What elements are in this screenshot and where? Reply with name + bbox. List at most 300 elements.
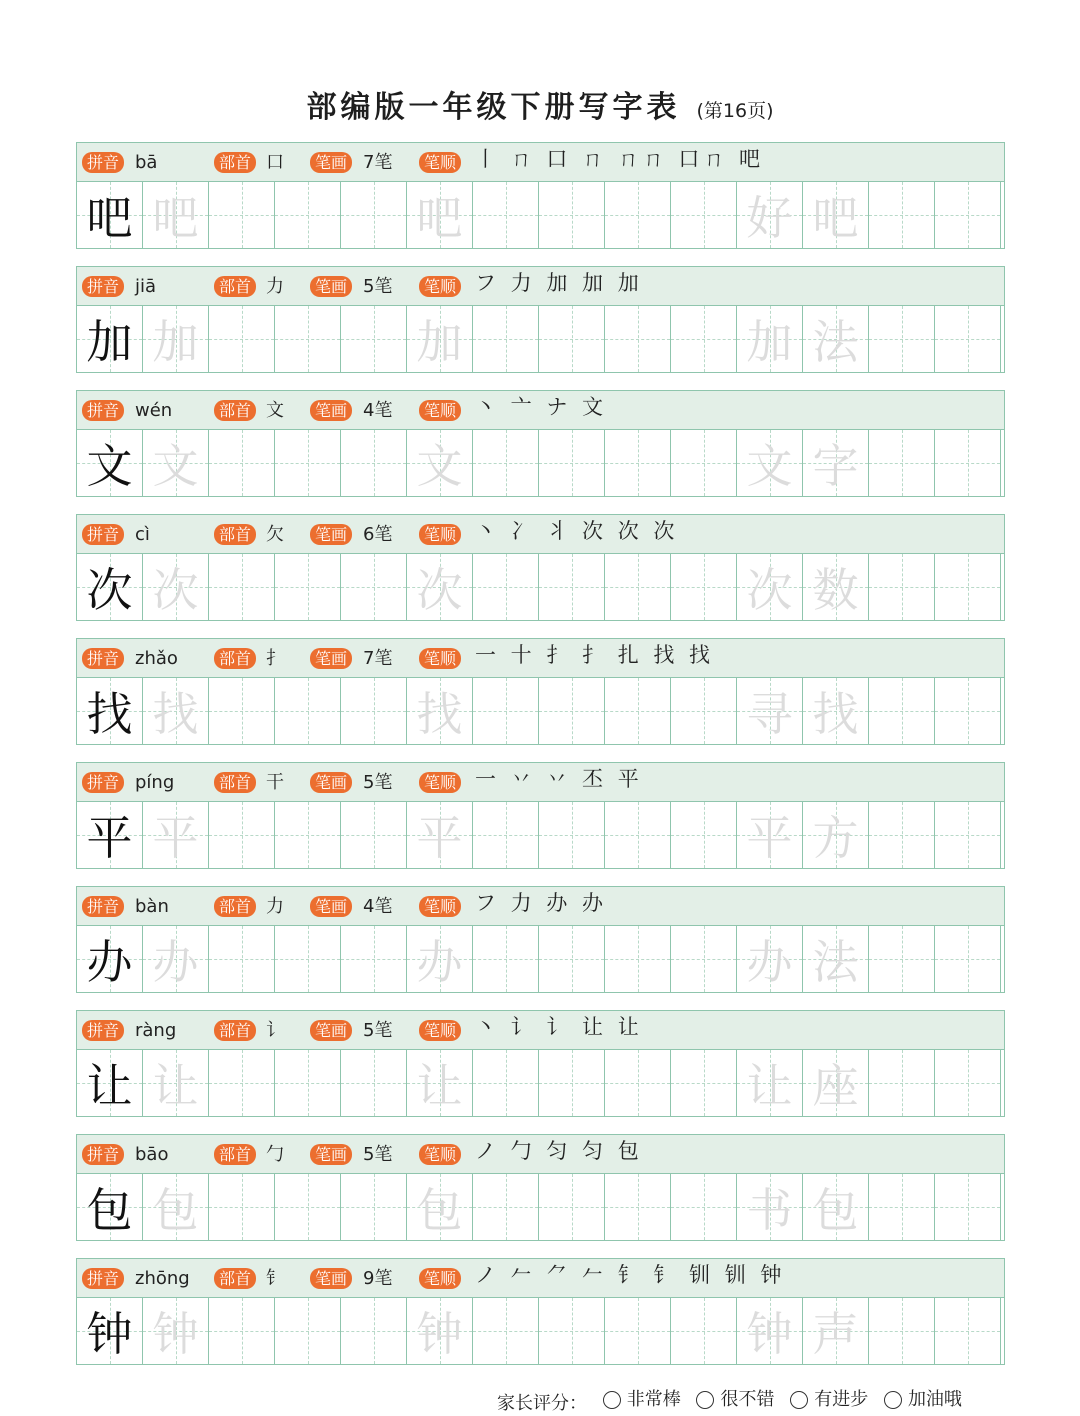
pinyin-tag: 拼音 bbox=[82, 648, 124, 669]
model-char-cell bbox=[77, 1050, 143, 1116]
rating-label: 家长评分： bbox=[497, 1393, 587, 1414]
practice-cell[interactable] bbox=[737, 430, 803, 496]
writing-grid bbox=[77, 554, 1004, 620]
practice-cell[interactable] bbox=[605, 802, 671, 868]
model-character: 文 bbox=[86, 439, 133, 493]
practice-cell[interactable] bbox=[671, 306, 737, 372]
radical-value: 钅 bbox=[266, 1268, 284, 1289]
practice-cell[interactable] bbox=[473, 1050, 539, 1116]
trace-character: 次 bbox=[416, 563, 463, 617]
practice-cell[interactable] bbox=[407, 182, 473, 248]
practice-cell[interactable] bbox=[803, 1174, 869, 1240]
practice-cell[interactable] bbox=[737, 182, 803, 248]
practice-cell[interactable] bbox=[935, 802, 1001, 868]
char-row bbox=[76, 390, 1005, 497]
radio-circle-icon[interactable] bbox=[603, 1391, 621, 1409]
rating-option-label: 加油哦 bbox=[907, 1389, 962, 1410]
strokes-tag: 笔画 bbox=[310, 772, 352, 793]
writing-grid bbox=[77, 182, 1004, 248]
practice-cell[interactable] bbox=[539, 306, 605, 372]
stroke-order-tag: 笔顺 bbox=[419, 648, 461, 669]
pinyin-value: bā bbox=[135, 152, 158, 173]
practice-cell[interactable] bbox=[737, 306, 803, 372]
practice-cell[interactable] bbox=[275, 182, 341, 248]
practice-cell[interactable] bbox=[605, 926, 671, 992]
trace-character: 加 bbox=[746, 315, 793, 369]
radio-circle-icon[interactable] bbox=[884, 1391, 902, 1409]
char-row bbox=[76, 266, 1005, 373]
practice-cell[interactable] bbox=[143, 678, 209, 744]
practice-cell[interactable] bbox=[869, 306, 935, 372]
model-char-cell bbox=[77, 926, 143, 992]
practice-cell[interactable] bbox=[341, 1050, 407, 1116]
char-row bbox=[76, 1134, 1005, 1241]
practice-cell[interactable] bbox=[605, 678, 671, 744]
practice-cell[interactable] bbox=[341, 430, 407, 496]
pinyin-value: píng bbox=[135, 772, 175, 793]
trace-character: 找 bbox=[416, 687, 463, 741]
stroke-order-value: 丨 ㄇ 口 ㄇ ㄇㄇ 口ㄇ 吧 bbox=[475, 147, 765, 171]
rating-option-2[interactable] bbox=[696, 1388, 774, 1412]
trace-character: 包 bbox=[152, 1183, 199, 1237]
practice-cell[interactable] bbox=[341, 182, 407, 248]
practice-cell[interactable] bbox=[209, 1298, 275, 1364]
pinyin-tag: 拼音 bbox=[82, 1144, 124, 1165]
practice-cell[interactable] bbox=[209, 430, 275, 496]
writing-grid bbox=[77, 306, 1004, 372]
practice-cell[interactable] bbox=[539, 182, 605, 248]
model-character: 加 bbox=[86, 315, 133, 369]
practice-cell[interactable] bbox=[539, 926, 605, 992]
practice-cell[interactable] bbox=[671, 802, 737, 868]
page-title: 部编版一年级下册写字表 bbox=[306, 90, 681, 125]
radical-value: 欠 bbox=[266, 524, 284, 545]
practice-cell[interactable] bbox=[539, 554, 605, 620]
strokes-tag: 笔画 bbox=[310, 524, 352, 545]
practice-cell[interactable] bbox=[473, 1298, 539, 1364]
practice-cell[interactable] bbox=[143, 1298, 209, 1364]
practice-cell[interactable] bbox=[209, 306, 275, 372]
practice-cell[interactable] bbox=[143, 182, 209, 248]
practice-cell[interactable] bbox=[143, 802, 209, 868]
char-info-bar bbox=[77, 639, 1004, 678]
practice-cell[interactable] bbox=[803, 1050, 869, 1116]
radical-value: 勹 bbox=[266, 1144, 284, 1165]
stroke-order-value: フ 力 办 办 bbox=[475, 891, 608, 915]
pinyin-tag: 拼音 bbox=[82, 276, 124, 297]
strokes-value: 5笔 bbox=[363, 1020, 393, 1041]
practice-cell[interactable] bbox=[935, 926, 1001, 992]
practice-cell[interactable] bbox=[935, 678, 1001, 744]
practice-cell[interactable] bbox=[143, 554, 209, 620]
practice-cell[interactable] bbox=[605, 1174, 671, 1240]
radical-tag: 部首 bbox=[214, 648, 256, 669]
practice-cell[interactable] bbox=[671, 1174, 737, 1240]
practice-cell[interactable] bbox=[473, 430, 539, 496]
rating-option-3[interactable] bbox=[790, 1388, 868, 1412]
practice-cell[interactable] bbox=[671, 182, 737, 248]
practice-cell[interactable] bbox=[869, 678, 935, 744]
practice-cell[interactable] bbox=[407, 678, 473, 744]
stroke-order-tag: 笔顺 bbox=[419, 1268, 461, 1289]
practice-cell[interactable] bbox=[209, 1174, 275, 1240]
practice-cell[interactable] bbox=[539, 678, 605, 744]
trace-character: 次 bbox=[746, 563, 793, 617]
practice-cell[interactable] bbox=[407, 554, 473, 620]
practice-cell[interactable] bbox=[935, 182, 1001, 248]
trace-character: 平 bbox=[416, 811, 463, 865]
pinyin-value: bāo bbox=[135, 1144, 169, 1165]
stroke-order-value: 一 丷 丷 丕 平 bbox=[475, 767, 643, 791]
model-character: 包 bbox=[86, 1183, 133, 1237]
trace-character: 法 bbox=[812, 935, 859, 989]
practice-cell[interactable] bbox=[143, 306, 209, 372]
practice-cell[interactable] bbox=[935, 554, 1001, 620]
practice-cell[interactable] bbox=[803, 1298, 869, 1364]
practice-cell[interactable] bbox=[539, 1298, 605, 1364]
pinyin-tag: 拼音 bbox=[82, 1268, 124, 1289]
strokes-value: 7笔 bbox=[363, 152, 393, 173]
pinyin-value: wén bbox=[135, 400, 173, 421]
char-info-bar bbox=[77, 1135, 1004, 1174]
strokes-value: 5笔 bbox=[363, 276, 393, 297]
radical-tag: 部首 bbox=[214, 772, 256, 793]
char-row bbox=[76, 1010, 1005, 1117]
rating-option-1[interactable] bbox=[603, 1388, 681, 1412]
practice-cell[interactable] bbox=[341, 802, 407, 868]
pinyin-tag: 拼音 bbox=[82, 1020, 124, 1041]
practice-cell[interactable] bbox=[671, 926, 737, 992]
radical-value: 干 bbox=[266, 772, 284, 793]
radical-tag: 部首 bbox=[214, 1268, 256, 1289]
practice-cell[interactable] bbox=[737, 802, 803, 868]
rating-option-4[interactable] bbox=[884, 1388, 962, 1412]
trace-character: 办 bbox=[416, 935, 463, 989]
stroke-order-tag: 笔顺 bbox=[419, 276, 461, 297]
radical-value: 口 bbox=[266, 152, 284, 173]
writing-grid bbox=[77, 430, 1004, 496]
strokes-value: 5笔 bbox=[363, 1144, 393, 1165]
practice-cell[interactable] bbox=[209, 182, 275, 248]
stroke-order-tag: 笔顺 bbox=[419, 1020, 461, 1041]
char-row bbox=[76, 886, 1005, 993]
rating-option-label: 有进步 bbox=[814, 1389, 869, 1410]
stroke-order-tag: 笔顺 bbox=[419, 1144, 461, 1165]
char-info-bar bbox=[77, 1259, 1004, 1298]
practice-cell[interactable] bbox=[275, 802, 341, 868]
trace-character: 寻 bbox=[746, 687, 793, 741]
radical-value: 文 bbox=[266, 400, 284, 421]
model-char-cell bbox=[77, 1298, 143, 1364]
practice-cell[interactable] bbox=[605, 554, 671, 620]
writing-grid bbox=[77, 1298, 1004, 1364]
practice-cell[interactable] bbox=[143, 926, 209, 992]
trace-character: 方 bbox=[812, 811, 859, 865]
practice-cell[interactable] bbox=[737, 554, 803, 620]
trace-character: 钟 bbox=[152, 1307, 199, 1361]
stroke-order-value: 丶 讠 讠 让 让 bbox=[475, 1015, 643, 1039]
radical-tag: 部首 bbox=[214, 896, 256, 917]
trace-character: 吧 bbox=[152, 191, 199, 245]
model-character: 平 bbox=[86, 811, 133, 865]
practice-cell[interactable] bbox=[671, 678, 737, 744]
practice-cell[interactable] bbox=[803, 430, 869, 496]
practice-cell[interactable] bbox=[869, 802, 935, 868]
practice-cell[interactable] bbox=[209, 678, 275, 744]
stroke-order-value: 一 十 扌 扌 扎 找 找 bbox=[475, 643, 715, 667]
pinyin-tag: 拼音 bbox=[82, 896, 124, 917]
radio-circle-icon[interactable] bbox=[790, 1391, 808, 1409]
practice-cell[interactable] bbox=[935, 1174, 1001, 1240]
practice-cell[interactable] bbox=[869, 430, 935, 496]
practice-cell[interactable] bbox=[671, 1298, 737, 1364]
practice-cell[interactable] bbox=[143, 1174, 209, 1240]
practice-cell[interactable] bbox=[539, 430, 605, 496]
practice-cell[interactable] bbox=[803, 678, 869, 744]
trace-character: 法 bbox=[812, 315, 859, 369]
stroke-order-tag: 笔顺 bbox=[419, 772, 461, 793]
char-row bbox=[76, 762, 1005, 869]
trace-character: 文 bbox=[746, 439, 793, 493]
practice-cell[interactable] bbox=[341, 554, 407, 620]
char-info-bar bbox=[77, 267, 1004, 306]
stroke-order-value: ノ 𠂉 ⺈ 𠂉 钅 钅 钏 钏 钟 bbox=[475, 1263, 786, 1287]
practice-cell[interactable] bbox=[275, 926, 341, 992]
practice-cell[interactable] bbox=[407, 1050, 473, 1116]
practice-cell[interactable] bbox=[341, 678, 407, 744]
radical-value: 力 bbox=[266, 896, 284, 917]
practice-cell[interactable] bbox=[341, 926, 407, 992]
practice-cell[interactable] bbox=[275, 1174, 341, 1240]
pinyin-value: zhōng bbox=[135, 1268, 190, 1289]
practice-cell[interactable] bbox=[407, 1174, 473, 1240]
stroke-order-tag: 笔顺 bbox=[419, 524, 461, 545]
trace-character: 平 bbox=[152, 811, 199, 865]
char-row bbox=[76, 142, 1005, 249]
char-info-bar bbox=[77, 143, 1004, 182]
model-char-cell bbox=[77, 554, 143, 620]
practice-cell[interactable] bbox=[275, 1050, 341, 1116]
trace-character: 找 bbox=[812, 687, 859, 741]
model-char-cell bbox=[77, 678, 143, 744]
strokes-value: 9笔 bbox=[363, 1268, 393, 1289]
practice-cell[interactable] bbox=[473, 1174, 539, 1240]
trace-character: 钟 bbox=[416, 1307, 463, 1361]
writing-grid bbox=[77, 926, 1004, 992]
practice-cell[interactable] bbox=[275, 306, 341, 372]
strokes-tag: 笔画 bbox=[310, 400, 352, 421]
practice-cell[interactable] bbox=[605, 306, 671, 372]
stroke-order-value: 丶 冫 丬 次 次 次 bbox=[475, 519, 679, 543]
practice-cell[interactable] bbox=[143, 430, 209, 496]
trace-character: 吧 bbox=[812, 191, 859, 245]
stroke-order-value: ノ 勹 匀 匀 包 bbox=[475, 1139, 643, 1163]
trace-character: 让 bbox=[746, 1059, 793, 1113]
practice-cell[interactable] bbox=[671, 554, 737, 620]
char-row bbox=[76, 1258, 1005, 1365]
radical-tag: 部首 bbox=[214, 152, 256, 173]
practice-cell[interactable] bbox=[869, 554, 935, 620]
practice-cell[interactable] bbox=[737, 678, 803, 744]
trace-character: 包 bbox=[416, 1183, 463, 1237]
parent-rating bbox=[497, 1388, 962, 1416]
trace-character: 字 bbox=[812, 439, 859, 493]
practice-cell[interactable] bbox=[209, 802, 275, 868]
strokes-value: 5笔 bbox=[363, 772, 393, 793]
model-char-cell bbox=[77, 430, 143, 496]
practice-cell[interactable] bbox=[869, 926, 935, 992]
radical-tag: 部首 bbox=[214, 524, 256, 545]
page-header bbox=[0, 82, 1080, 126]
strokes-tag: 笔画 bbox=[310, 276, 352, 297]
practice-cell[interactable] bbox=[605, 1050, 671, 1116]
practice-cell[interactable] bbox=[473, 306, 539, 372]
char-info-bar bbox=[77, 391, 1004, 430]
trace-character: 找 bbox=[152, 687, 199, 741]
trace-character: 吧 bbox=[416, 191, 463, 245]
trace-character: 声 bbox=[812, 1307, 859, 1361]
radical-value: 讠 bbox=[266, 1020, 284, 1041]
trace-character: 文 bbox=[416, 439, 463, 493]
practice-cell[interactable] bbox=[605, 430, 671, 496]
practice-cell[interactable] bbox=[473, 926, 539, 992]
practice-cell[interactable] bbox=[275, 554, 341, 620]
radical-tag: 部首 bbox=[214, 1020, 256, 1041]
trace-character: 加 bbox=[416, 315, 463, 369]
practice-cell[interactable] bbox=[803, 926, 869, 992]
practice-cell[interactable] bbox=[209, 554, 275, 620]
trace-character: 办 bbox=[746, 935, 793, 989]
practice-cell[interactable] bbox=[737, 1050, 803, 1116]
model-character: 次 bbox=[86, 563, 133, 617]
practice-cell[interactable] bbox=[275, 1298, 341, 1364]
char-info-bar bbox=[77, 887, 1004, 926]
practice-cell[interactable] bbox=[473, 678, 539, 744]
model-char-cell bbox=[77, 306, 143, 372]
model-char-cell bbox=[77, 1174, 143, 1240]
radical-value: 力 bbox=[266, 276, 284, 297]
trace-character: 书 bbox=[746, 1183, 793, 1237]
pinyin-tag: 拼音 bbox=[82, 524, 124, 545]
practice-cell[interactable] bbox=[539, 1174, 605, 1240]
strokes-tag: 笔画 bbox=[310, 896, 352, 917]
pinyin-value: cì bbox=[135, 524, 150, 545]
practice-cell[interactable] bbox=[737, 926, 803, 992]
trace-character: 数 bbox=[812, 563, 859, 617]
practice-cell[interactable] bbox=[275, 678, 341, 744]
practice-cell[interactable] bbox=[539, 1050, 605, 1116]
strokes-tag: 笔画 bbox=[310, 1020, 352, 1041]
pinyin-tag: 拼音 bbox=[82, 772, 124, 793]
practice-cell[interactable] bbox=[935, 306, 1001, 372]
practice-cell[interactable] bbox=[407, 1298, 473, 1364]
practice-cell[interactable] bbox=[341, 1174, 407, 1240]
strokes-value: 6笔 bbox=[363, 524, 393, 545]
trace-character: 次 bbox=[152, 563, 199, 617]
practice-cell[interactable] bbox=[605, 182, 671, 248]
model-character: 钟 bbox=[86, 1307, 133, 1361]
strokes-value: 7笔 bbox=[363, 648, 393, 669]
char-info-bar bbox=[77, 763, 1004, 802]
practice-cell[interactable] bbox=[935, 1050, 1001, 1116]
radical-tag: 部首 bbox=[214, 400, 256, 421]
writing-grid bbox=[77, 1050, 1004, 1116]
stroke-order-tag: 笔顺 bbox=[419, 896, 461, 917]
strokes-value: 4笔 bbox=[363, 896, 393, 917]
practice-cell[interactable] bbox=[671, 430, 737, 496]
trace-character: 座 bbox=[812, 1059, 859, 1113]
practice-cell[interactable] bbox=[275, 430, 341, 496]
practice-cell[interactable] bbox=[473, 554, 539, 620]
model-char-cell bbox=[77, 802, 143, 868]
trace-character: 加 bbox=[152, 315, 199, 369]
trace-character: 让 bbox=[152, 1059, 199, 1113]
practice-cell[interactable] bbox=[605, 1298, 671, 1364]
radical-tag: 部首 bbox=[214, 1144, 256, 1165]
pinyin-value: jiā bbox=[135, 276, 157, 297]
practice-cell[interactable] bbox=[407, 802, 473, 868]
practice-cell[interactable] bbox=[473, 802, 539, 868]
pinyin-value: ràng bbox=[135, 1020, 177, 1041]
practice-cell[interactable] bbox=[341, 306, 407, 372]
writing-grid bbox=[77, 678, 1004, 744]
practice-cell[interactable] bbox=[869, 1174, 935, 1240]
practice-cell[interactable] bbox=[407, 926, 473, 992]
practice-cell[interactable] bbox=[407, 306, 473, 372]
practice-cell[interactable] bbox=[209, 1050, 275, 1116]
stroke-order-value: 丶 亠 ナ 文 bbox=[475, 395, 608, 419]
stroke-order-value: フ 力 加 加 加 bbox=[475, 271, 643, 295]
practice-cell[interactable] bbox=[869, 1298, 935, 1364]
practice-cell[interactable] bbox=[209, 926, 275, 992]
strokes-tag: 笔画 bbox=[310, 1268, 352, 1289]
pinyin-value: zhǎo bbox=[135, 648, 178, 669]
practice-cell[interactable] bbox=[341, 1298, 407, 1364]
stroke-order-tag: 笔顺 bbox=[419, 400, 461, 421]
practice-cell[interactable] bbox=[737, 1174, 803, 1240]
practice-cell[interactable] bbox=[803, 306, 869, 372]
writing-grid bbox=[77, 1174, 1004, 1240]
practice-cell[interactable] bbox=[869, 1050, 935, 1116]
practice-cell[interactable] bbox=[803, 182, 869, 248]
practice-cell[interactable] bbox=[539, 802, 605, 868]
radio-circle-icon[interactable] bbox=[696, 1391, 714, 1409]
model-character: 让 bbox=[86, 1059, 133, 1113]
radical-tag: 部首 bbox=[214, 276, 256, 297]
practice-cell[interactable] bbox=[473, 182, 539, 248]
practice-cell[interactable] bbox=[737, 1298, 803, 1364]
practice-cell[interactable] bbox=[803, 554, 869, 620]
rating-option-label: 很不错 bbox=[720, 1389, 775, 1410]
practice-cell[interactable] bbox=[803, 802, 869, 868]
strokes-value: 4笔 bbox=[363, 400, 393, 421]
stroke-order-tag: 笔顺 bbox=[419, 152, 461, 173]
practice-cell[interactable] bbox=[935, 1298, 1001, 1364]
strokes-tag: 笔画 bbox=[310, 1144, 352, 1165]
practice-cell[interactable] bbox=[143, 1050, 209, 1116]
practice-cell[interactable] bbox=[407, 430, 473, 496]
rating-option-label: 非常棒 bbox=[626, 1389, 681, 1410]
practice-cell[interactable] bbox=[935, 430, 1001, 496]
writing-grid bbox=[77, 802, 1004, 868]
pinyin-value: bàn bbox=[135, 896, 169, 917]
model-character: 找 bbox=[86, 687, 133, 741]
practice-cell[interactable] bbox=[671, 1050, 737, 1116]
char-info-bar bbox=[77, 515, 1004, 554]
trace-character: 让 bbox=[416, 1059, 463, 1113]
practice-cell[interactable] bbox=[869, 182, 935, 248]
radical-value: 扌 bbox=[266, 648, 284, 669]
